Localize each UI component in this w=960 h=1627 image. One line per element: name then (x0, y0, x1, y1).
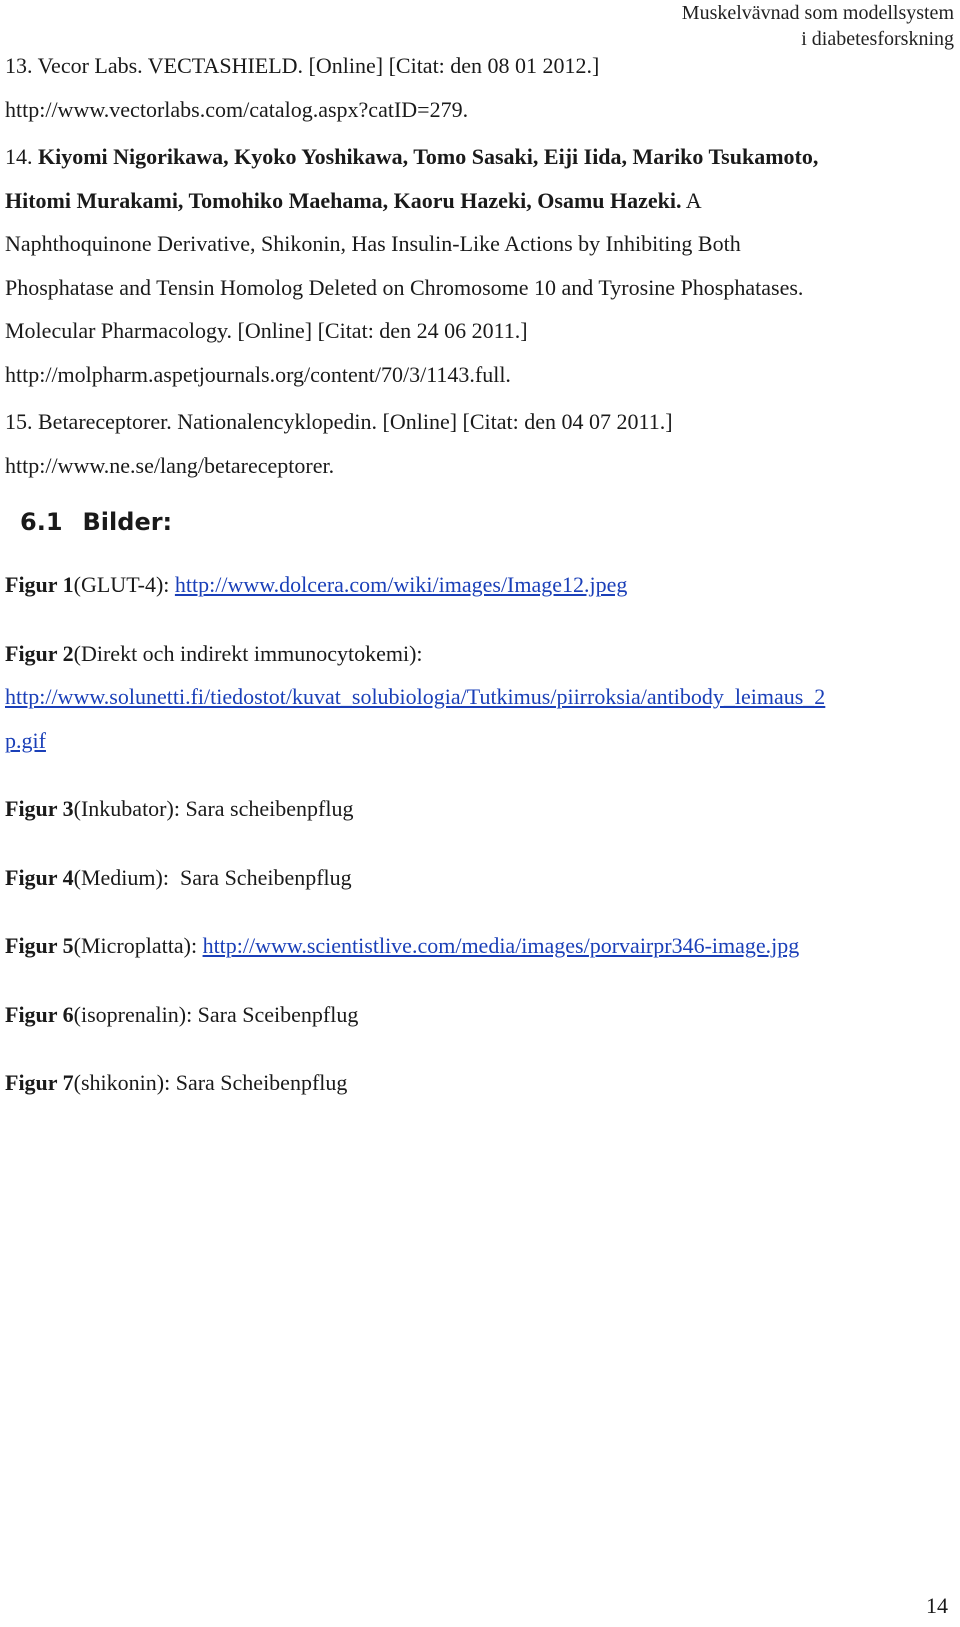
reference-14-authors-1: Kiyomi Nigorikawa, Kyoko Yoshikawa, Tomo Sasaki, Eiji Iida, Mariko Tsukamoto, (38, 144, 819, 169)
reference-15-line-1: 15. Betareceptorer. Nationalencyklopedin. [Online] [Citat: den 04 07 2011.] (5, 409, 673, 434)
page-number: 14 (926, 1593, 948, 1618)
reference-14-title-start: A (681, 187, 702, 213)
header-line-1: Muskelvävnad som modellsystem (681, 2, 954, 24)
figure-2-link-line-1[interactable]: http://www.solunetti.fi/tiedostot/kuvat_solubiologia/Tutkimus/piirroksia/antibody_leimaus_2 (5, 684, 826, 709)
figure-credit-6 (5, 993, 955, 1037)
figure-1-link[interactable]: http://www.dolcera.com/wiki/images/Image12.jpeg (174, 572, 628, 597)
figure-label: Figur 7 (5, 1070, 74, 1095)
reference-14-line-3: Naphthoquinone Derivative, Shikonin, Has Insulin-Like Actions by Inhibiting Both (5, 231, 741, 256)
figure-label: Figur 3 (5, 796, 74, 821)
reference-14-authors-line-2 (5, 179, 955, 223)
section-heading (20, 507, 955, 537)
figure-label: Figur 6 (5, 1001, 74, 1027)
figure-label: Figur 4 (5, 864, 74, 890)
figure-desc: (Microplatta): (73, 933, 203, 958)
figure-credit-1 (5, 563, 955, 607)
document-body (5, 44, 955, 1130)
reference-14-line-5: Molecular Pharmacology. [Online] [Citat: den 24 06 2011.] (5, 318, 528, 343)
figure-desc: (GLUT-4): (73, 572, 175, 597)
figure-desc: (isoprenalin): Sara Sceibenpflug (73, 1001, 359, 1027)
figure-desc: (Medium): Sara Scheibenpflug (73, 864, 352, 890)
section-number: 6.1 (20, 508, 63, 536)
reference-14-prefix: 14. (5, 144, 38, 169)
figure-credit-2 (5, 632, 955, 763)
reference-14-authors-line-1 (5, 135, 955, 179)
reference-14-authors-2: Hitomi Murakami, Tomohiko Maehama, Kaoru Hazeki, Osamu Hazeki. (5, 187, 682, 213)
reference-14-line-4: Phosphatase and Tensin Homolog Deleted on Chromosome 10 and Tyrosine Phosphatases. (5, 274, 804, 300)
reference-13-line-1: 13. Vecor Labs. VECTASHIELD. [Online] [Citat: den 08 01 2012.] (5, 53, 600, 78)
reference-15 (5, 400, 955, 487)
reference-13-line-2: http://www.vectorlabs.com/catalog.aspx?catID=279. (5, 96, 469, 122)
reference-14 (5, 135, 955, 396)
reference-15-line-2: http://www.ne.se/lang/betareceptorer. (5, 452, 335, 478)
header-line-2: i diabetesforskning (801, 28, 954, 50)
section-title: Bilder: (82, 508, 173, 536)
reference-13 (5, 44, 955, 131)
figure-5-link[interactable]: http://www.scientistlive.com/media/images/porvairpr346-image.jpg (202, 933, 800, 958)
figure-credit-7 (5, 1061, 955, 1105)
figure-credit-3 (5, 787, 955, 831)
figure-credit-5 (5, 924, 955, 968)
reference-14-line-6: http://molpharm.aspetjournals.org/content/70/3/1143.full. (5, 361, 511, 387)
figure-desc: (Direkt och indirekt immunocytokemi): (73, 640, 423, 666)
figure-label: Figur 1 (5, 572, 74, 597)
figure-label: Figur 2 (5, 640, 74, 666)
figure-label: Figur 5 (5, 933, 74, 958)
figure-credit-4 (5, 856, 955, 900)
figure-2-link-line-2[interactable]: p.gif (5, 727, 46, 753)
figure-desc: (shikonin): Sara Scheibenpflug (73, 1070, 348, 1095)
figure-desc: (Inkubator): Sara scheibenpflug (73, 796, 354, 821)
